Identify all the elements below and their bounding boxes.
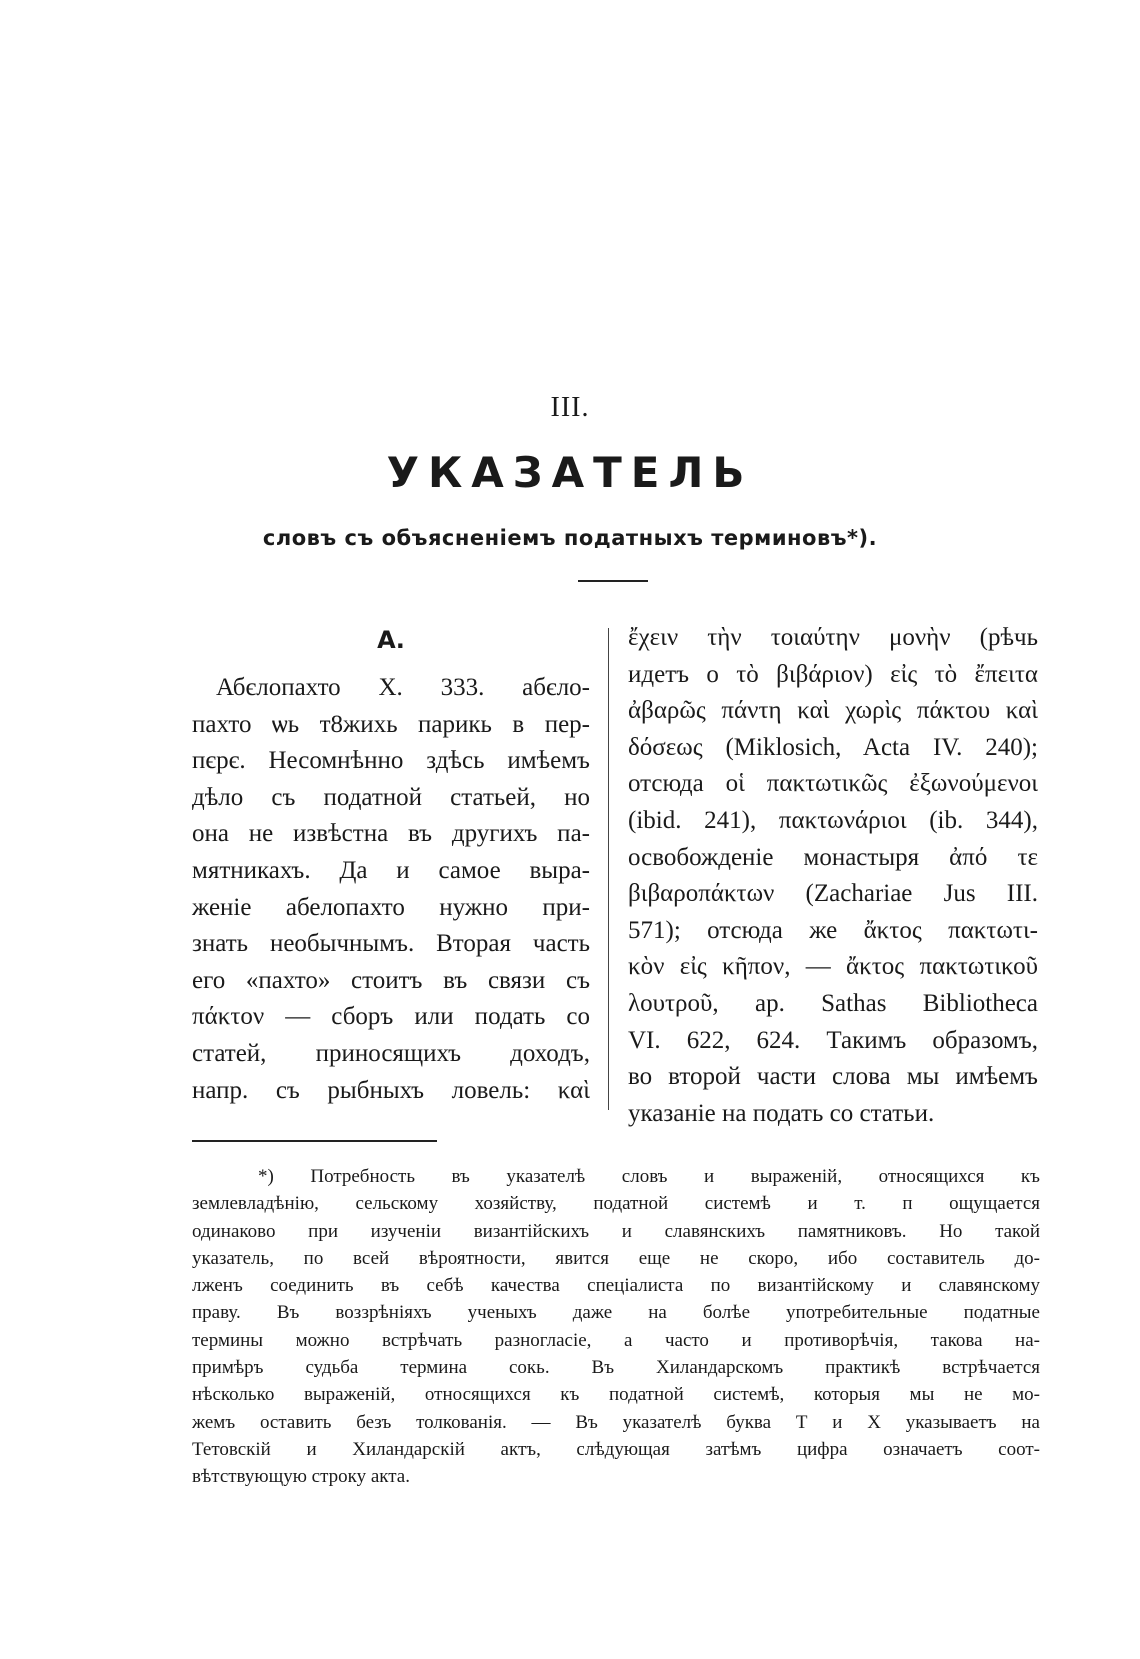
footnote-line: *) Потребность въ указателѣ словъ и выраженій, относящихся къ (258, 1166, 1040, 1187)
text-line: VI. 622, 624. Такимъ образомъ, (628, 1026, 1038, 1054)
text-line: ἀβαρῶς πάντη καὶ χωρὶς πάκτου καὶ (628, 697, 1038, 725)
text-line: знать необычнымъ. Вторая часть (192, 930, 590, 958)
footnote-line: жемъ оставить безъ толкованія. — Въ указателѣ буква Т и Х указываетъ на (192, 1411, 1040, 1433)
text-line: βιβαροπάκτων (Zachariae Jus III. (628, 880, 1038, 908)
text-line: указаніе на подать со статьи. (628, 1099, 935, 1127)
text-line: во второй части слова мы имѣемъ (628, 1063, 1038, 1091)
text-line: освобожденіе монастыря ἀπό τε (628, 843, 1038, 871)
left-column (192, 620, 590, 1109)
text-line: его «пахто» стоитъ въ связи съ (192, 966, 590, 994)
text-line: λουτροῦ, ap. Sathas Bibliotheca (628, 989, 1038, 1017)
text-line: κὸν εἰς κῆπον, — ἄκτος πακτωτικοῦ (628, 953, 1038, 981)
footnote-line: праву. Въ воззрѣніяхъ ученыхъ даже на болѣе употребительные податные (192, 1302, 1040, 1324)
text-line: напр. съ рыбныхъ ловель: καὶ (192, 1076, 590, 1104)
footnote-line: нѣсколько выраженій, относящихся къ податной системѣ, которыя мы не мо- (192, 1384, 1040, 1406)
text-line: пєрє. Несомнѣнно здѣсь имѣемъ (192, 747, 590, 775)
text-line: мятникахъ. Да и самое выра- (192, 856, 590, 884)
right-column (628, 620, 1038, 1132)
text-line: δόσεως (Miklosich, Acta IV. 240); (628, 733, 1038, 761)
text-line: Абєлопахто Х. 333. абєло- (216, 674, 590, 701)
text-line: статей, приносящихъ доходъ, (192, 1039, 590, 1067)
text-line: пахто ѡь т8жихь парикь в пер- (192, 710, 590, 738)
text-line: πάκτον — сборъ или подать со (192, 1003, 590, 1031)
title-divider (578, 580, 648, 582)
footnote-line: лженъ соединить въ себѣ качества спеціалиста по византійскому и славянскому (192, 1275, 1040, 1297)
text-line: женіе абелопахто нужно при- (192, 893, 590, 921)
footnote-line: указатель, по всей вѣроятности, явится еще не скоро, ибо составитель до- (192, 1247, 1040, 1269)
text-line: дѣло съ податной статьей, но (192, 783, 590, 811)
footnote-line: термины можно встрѣчать разногласіе, а часто и противорѣчія, такова на- (192, 1329, 1040, 1351)
text-line: она не извѣстна въ другихъ па- (192, 820, 590, 848)
text-line: 571); отсюда же ἄκτος πακτωτι- (628, 916, 1038, 944)
column-divider (608, 628, 609, 1110)
footnote-line: землевладѣнію, сельскому хозяйству, податной системѣ и т. п ощущается (192, 1193, 1040, 1215)
text-line: (ibid. 241), πακτωνάριοι (ib. 344), (628, 806, 1038, 834)
footnote-line: Тетовскій и Хиландарскій актъ, слѣдующая затѣмъ цифра означаетъ соот- (192, 1438, 1040, 1460)
footnote-line: вѣтствующую строку акта. (192, 1466, 410, 1488)
footnote-divider (192, 1140, 437, 1142)
footnote-line: одинаково при изученіи византійскихъ и славянскихъ памятниковъ. Но такой (192, 1220, 1040, 1242)
footnote-line: примѣръ судьба термина сокь. Въ Хиландарскомъ практикѣ встрѣчается (192, 1357, 1040, 1379)
page-title: УКАЗАТЕЛЬ (386, 448, 754, 497)
footnote (192, 1163, 1040, 1491)
section-number: III. (550, 392, 590, 423)
text-line: идетъ о τὸ βιβάριον) εἰς τὸ ἔπειτα (628, 660, 1038, 688)
text-line: ἔχειν τὴν τοιαύτην μονὴν (рѣчь (628, 624, 1038, 651)
letter-heading: А. (377, 626, 405, 654)
text-line: отсюда οἱ πακτωτικῶς ἐξωνούμενοι (628, 770, 1038, 798)
page-subtitle: словъ съ объясненіемъ податныхъ терминовъ*). (262, 526, 878, 550)
